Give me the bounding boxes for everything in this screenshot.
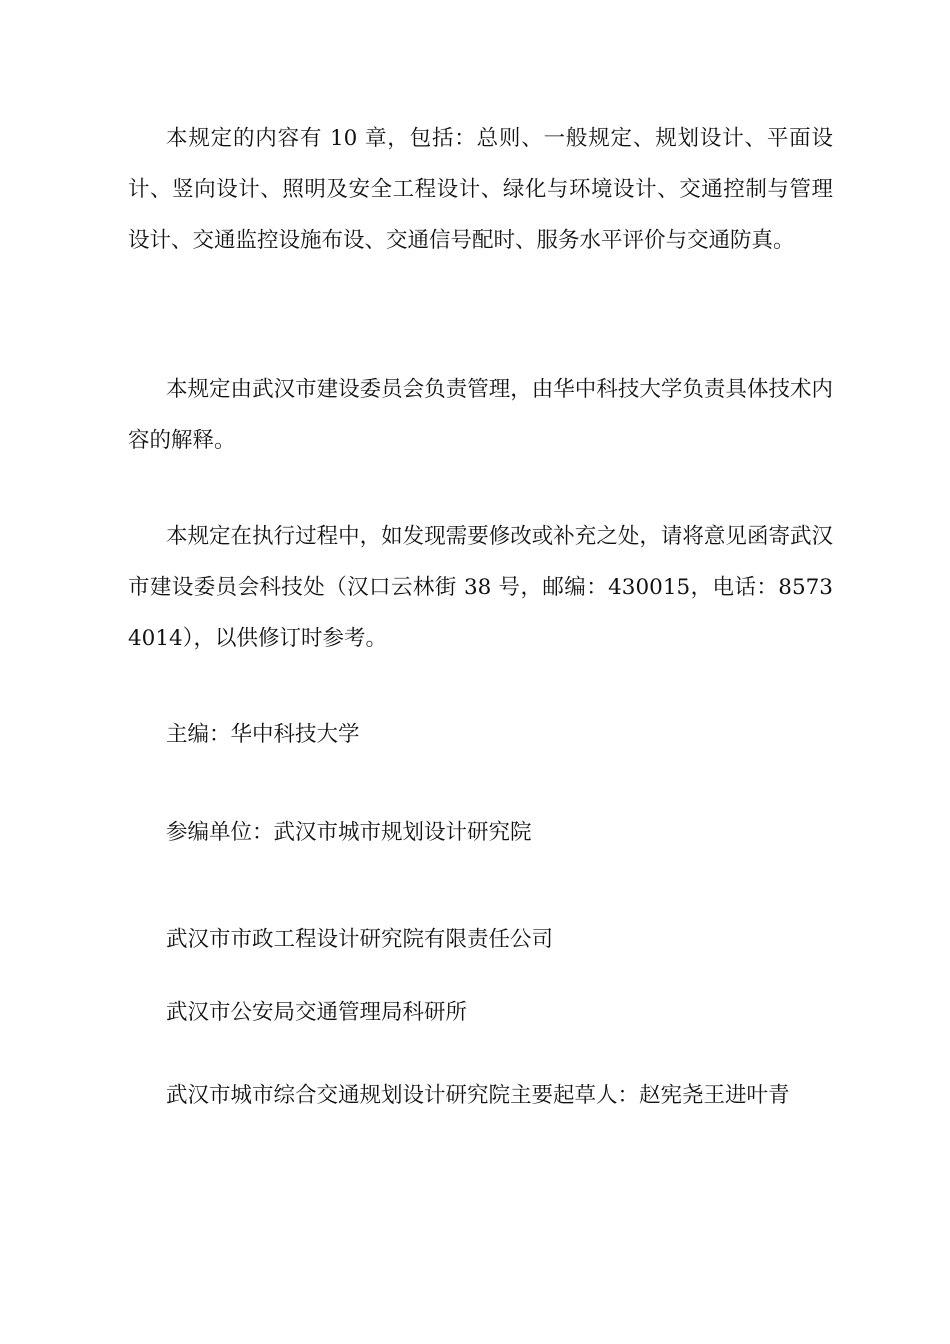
management-paragraph: 本规定由武汉市建设委员会负责管理，由华中科技大学负责具体技术内容的解释。 [128,377,833,453]
feedback-paragraph: 本规定在执行过程中，如发现需要修改或补充之处，请将意见函寄武汉市建设委员会科技处（汉口云林街 38 号，邮编：430015，电话：85734014），以供修订时参考。 [128,524,833,651]
participating-units-line: 参编单位：武汉市城市规划设计研究院 [166,820,532,845]
contents-paragraph: 本规定的内容有 10 章，包括：总则、一般规定、规划设计、平面设计、竖向设计、照明及安全工程设计、绿化与环境设计、交通控制与管理设计、交通监控设施布设、交通信号配时、服务水平评价与交通防真。 [128,126,833,253]
editor-line: 主编：华中科技大学 [166,722,360,747]
participating-unit: 武汉市公安局交通管理局科研所 [166,1000,468,1025]
participating-unit: 武汉市市政工程设计研究院有限责任公司 [166,927,554,952]
drafters-line: 武汉市城市综合交通规划设计研究院主要起草人：赵宪尧王进叶青 [166,1083,790,1108]
